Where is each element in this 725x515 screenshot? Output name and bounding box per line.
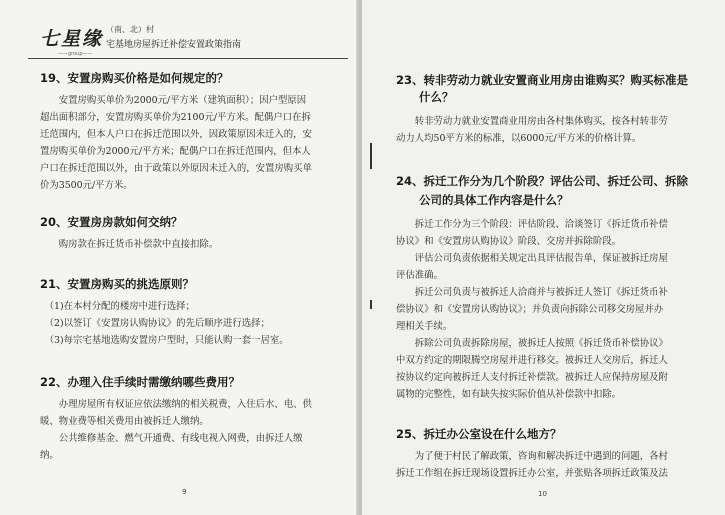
text-line: 户口在拆迁范围以外，由于政策以外原因未迁入的，安置房购买单 [40, 163, 312, 174]
page-number: 10 [538, 490, 547, 498]
text-line: 购房款在拆迁货币补偿款中直接扣除。 [40, 239, 219, 250]
text-line: （2)以签订《安置房认购协议》的先后顺序进行选择； [40, 318, 270, 329]
title-line: 23、转非劳动力就业安置商业用房由谁购买？购买标准是 [396, 73, 689, 87]
page-number: 9 [182, 488, 187, 496]
section-19-body [40, 92, 312, 194]
section-23-title [396, 72, 688, 106]
title-line: 公司的具体工作内容是什么？ [396, 193, 569, 207]
title-line: 24、拆迁工作分为几个阶段？评估公司、拆迁公司、拆除 [396, 174, 689, 188]
header-village: （南、北）村 [106, 25, 154, 34]
section-24-title [396, 172, 688, 210]
title-line: 什么？ [396, 90, 454, 104]
section-25-body [396, 448, 668, 482]
section-20-title: 20、安置房房款如何交纳？ [40, 215, 183, 229]
text-line: 价为3500元/平方米。 [40, 180, 133, 191]
text-line: 中双方约定的期限腾空房屋并进行移交。被拆迁人交房后，拆迁人 [396, 355, 668, 366]
text-line: 评估公司负责依据相关规定出具评估报告单，保证被拆迁房屋 [396, 253, 668, 264]
text-line: 暖、物业费等相关费用由被拆迁人缴纳。 [40, 416, 209, 427]
section-22-title: 22、办理入住手续时需缴纳哪些费用？ [40, 375, 241, 389]
scan-mark [370, 300, 372, 309]
text-line: 置房购买单价为2000元/平方米；配偶户口在拆迁范围内，但本人 [40, 146, 311, 157]
section-23-body [396, 113, 668, 147]
section-22-body [40, 396, 312, 464]
logo: 七星缘 [40, 28, 104, 50]
text-line: 偿协议》和《安置房认购协议》；并负责向拆除公司移交房屋并办 [396, 304, 664, 315]
text-line: 安置房购买单价为2000元/平方米（建筑面积）；因户型原因 [40, 95, 307, 106]
text-line: 属物的完整性，如有缺失按实际价值从补偿款中扣除。 [396, 389, 622, 400]
text-line: （1)在本村分配的楼房中进行选择； [40, 301, 195, 312]
text-line: 评估准确。 [396, 270, 443, 281]
section-20-body [40, 236, 218, 253]
text-line: 拆迁公司负责与被拆迁人洽商并与被拆迁人签订《拆迁货币补 [396, 287, 668, 298]
text-line: 理相关手续。 [396, 321, 453, 332]
text-line: 拆迁工作分为三个阶段：评估阶段、洽谈签订《拆迁货币补偿 [396, 219, 668, 230]
text-line: 按协议约定向被拆迁人支付拆迁补偿款。被拆迁人应保持房屋及附 [396, 372, 668, 383]
text-line: 办理房屋所有权证应依法缴纳的相关税费，入住后水、电、供 [40, 399, 312, 410]
logo-subtitle: ——group—— [58, 51, 93, 57]
section-24-body [396, 216, 668, 403]
text-line: 公共维修基金、燃气开通费、有线电视入网费，由拆迁人缴 [40, 433, 303, 444]
section-19-title: 19、安置房购买价格是如何规定的？ [40, 71, 229, 85]
text-line: 纳。 [40, 450, 59, 461]
right-page [362, 0, 725, 515]
page-header [40, 18, 340, 58]
header-guide-title: 宅基地房屋拆迁补偿安置政策指南 [106, 40, 242, 50]
section-21-title: 21、安置房购买的挑选原则？ [40, 277, 195, 291]
text-line: （3)每宗宅基地选购安置房户型时，只能认购一套一居室。 [40, 335, 289, 346]
text-line: 协议》和《安置房认购协议》阶段、交房并拆除阶段。 [396, 236, 622, 247]
section-21-body [40, 298, 289, 349]
scan-mark [370, 143, 372, 169]
text-line: 转非劳动力就业安置商业用房由各村集体购买，按各村转非劳 [396, 116, 668, 127]
text-line: 迁范围内，但本人户口在拆迁范围以外，因政策原因未迁入的，安 [40, 129, 312, 140]
section-25-title: 25、拆迁办公室设在什么地方？ [396, 427, 562, 441]
text-line: 为了便于村民了解政策，咨询和解决拆迁中遇到的问题，各村 [396, 451, 668, 462]
text-line: 拆除公司负责拆除房屋，被拆迁人按照《拆迁货币补偿协议》 [396, 338, 668, 349]
text-line: 超出面积部分，安置房购买单价为2100元/平方米。配偶户口在拆 [40, 112, 311, 123]
text-line: 拆迁工作组在拆迁现场设置拆迁办公室，并张贴各项拆迁政策及法 [396, 468, 668, 479]
header-rule [28, 58, 348, 59]
left-page [0, 0, 358, 515]
text-line: 动力人均50平方米的标准，以6000元/平方米的价格计算。 [396, 133, 642, 144]
